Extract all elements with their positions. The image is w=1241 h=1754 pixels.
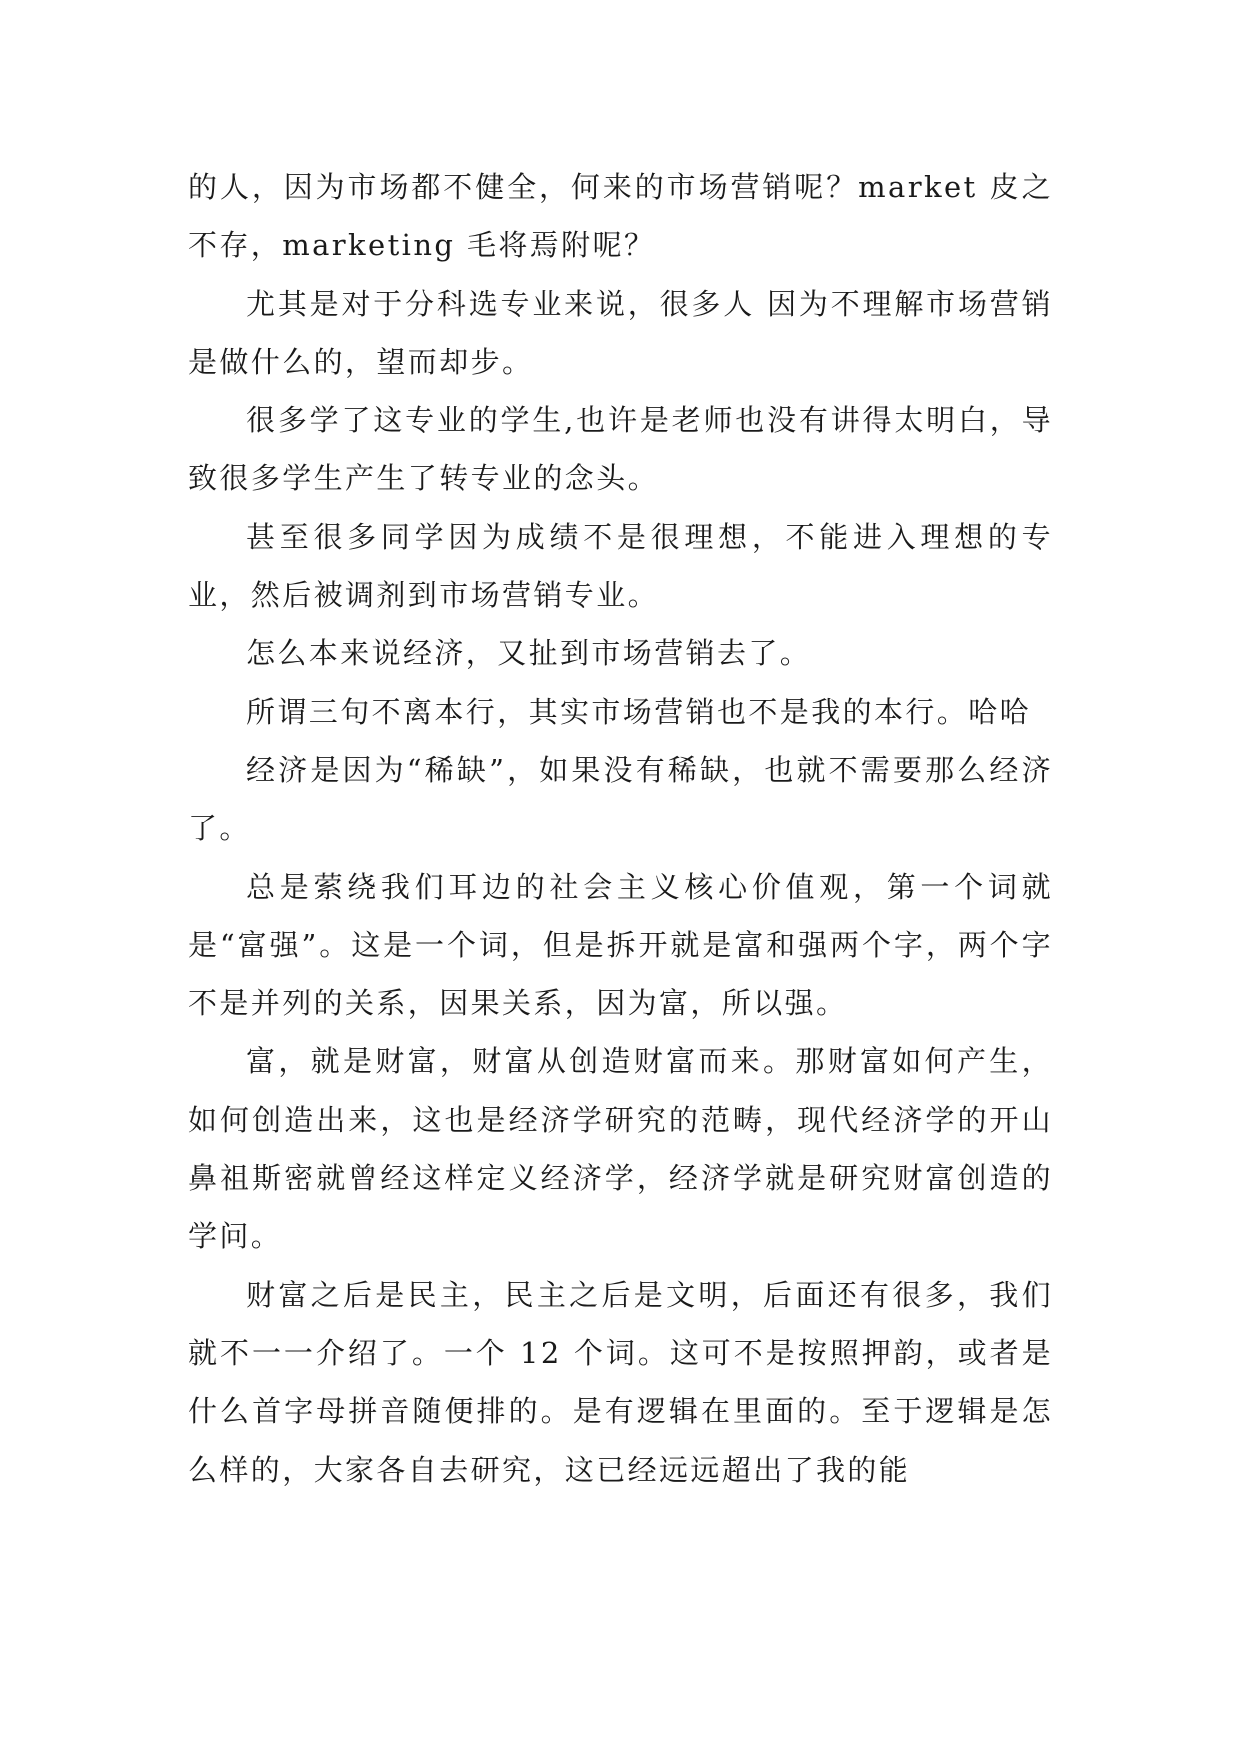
paragraph-8: 总是萦绕我们耳边的社会主义核心价值观，第一个词就是“富强”。这是一个词，但是拆开就是富和强两个字，两个字不是并列的关系，因果关系，因为富，所以强。 bbox=[188, 869, 1053, 1021]
paragraph-3: 很多学了这专业的学生,也许是老师也没有讲得太明白，导致很多学生产生了转专业的念头。 bbox=[188, 403, 1053, 496]
paragraph-1: 的人，因为市场都不健全，何来的市场营销呢？market 皮之不存，marketing 毛将焉附呢？ bbox=[188, 170, 1053, 263]
paragraph-9: 富，就是财富，财富从创造财富而来。那财富如何产生，如何创造出来，这也是经济学研究的范畴，现代经济学的开山鼻祖斯密就曾经这样定义经济学，经济学就是研究财富创造的学问。 bbox=[188, 1044, 1053, 1254]
paragraph-6: 所谓三句不离本行，其实市场营销也不是我的本行。哈哈 bbox=[246, 694, 1032, 729]
paragraph-4: 甚至很多同学因为成绩不是很理想，不能进入理想的专业，然后被调剂到市场营销专业。 bbox=[188, 519, 1053, 613]
paragraph-5: 怎么本来说经济，又扯到市场营销去了。 bbox=[246, 636, 812, 671]
document-body bbox=[188, 158, 1053, 1499]
paragraph-2: 尤其是对于分科选专业来说，很多人 因为不理解市场营销是做什么的，望而却步。 bbox=[188, 286, 1053, 379]
paragraph-7: 经济是因为“稀缺”，如果没有稀缺，也就不需要那么经济了。 bbox=[188, 752, 1053, 846]
paragraph-10: 财富之后是民主，民主之后是文明，后面还有很多，我们就不一一介绍了。一个 12 个词。这可不是按照押韵，或者是什么首字母拼音随便排的。是有逻辑在里面的。至于逻辑是怎么样的，大家各自去研究，这已经远远超出了我的能 bbox=[188, 1277, 1053, 1487]
